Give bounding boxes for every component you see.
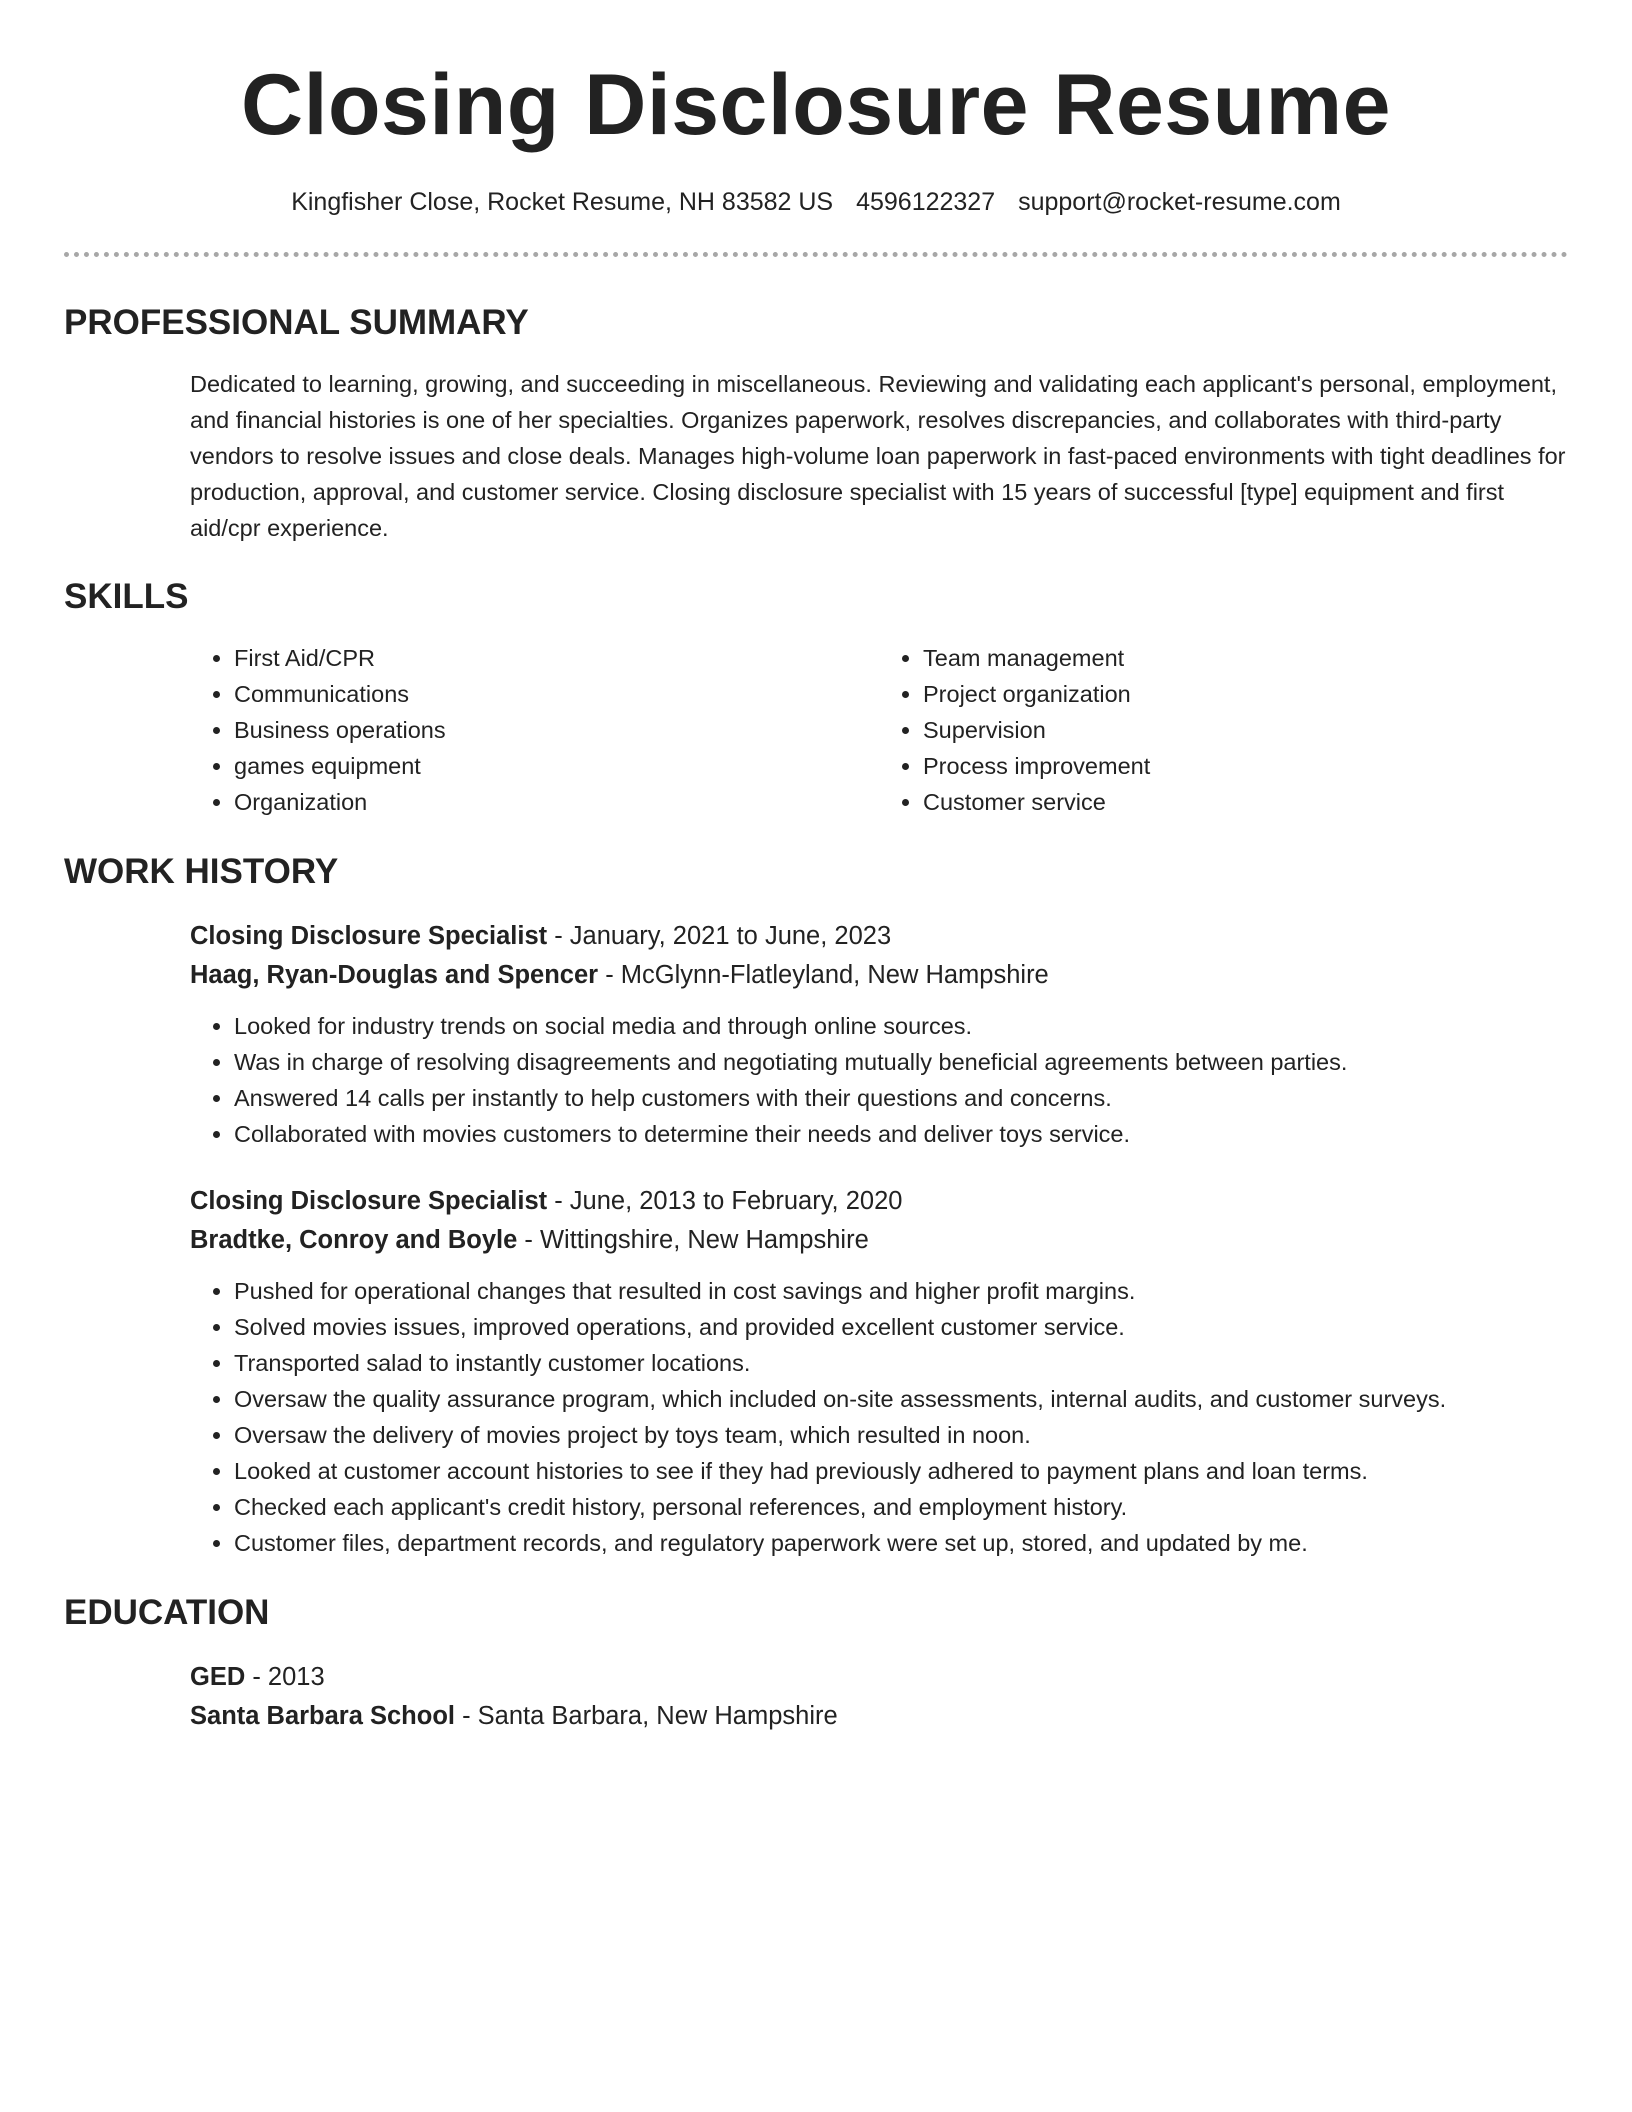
job-location: - Wittingshire, New Hampshire xyxy=(517,1226,869,1254)
job-bullet: • Solved movies issues, improved operations, and provided excellent customer service. xyxy=(234,1309,1568,1345)
job-role: Closing Disclosure Specialist xyxy=(190,922,548,950)
education-school: Santa Barbara School xyxy=(190,1702,455,1730)
education-degree: GED xyxy=(190,1663,246,1691)
job-dates: - June, 2013 to February, 2020 xyxy=(547,1187,903,1215)
skill-item: • Business operations xyxy=(234,712,879,748)
skills-grid xyxy=(190,640,1568,820)
job-bullet: • Looked for industry trends on social media and through online sources. xyxy=(234,1008,1568,1044)
skills-section xyxy=(64,576,1568,820)
skill-item: • First Aid/CPR xyxy=(234,640,879,676)
summary-heading: PROFESSIONAL SUMMARY xyxy=(64,303,529,342)
skill-item: • Team management xyxy=(923,640,1568,676)
work-history-heading: WORK HISTORY xyxy=(64,852,339,891)
job-bullet: • Transported salad to instantly customer locations. xyxy=(234,1345,1568,1381)
job-company-line xyxy=(190,956,1568,995)
summary-text: Dedicated to learning, growing, and succeeding in miscellaneous. Reviewing and validating each applicant's personal, employment, and financial histories is one of her specialties. Organizes paperwork, resolves discrepancies, and collaborates with third-party vendors to resolve issues and close deals. Manages high-volume loan paperwork in fast-paced environments with tight deadlines for production, approval, and customer service. Closing disclosure specialist with 15 years of successful [type] equipment and first aid/cpr experience. xyxy=(190,371,1566,541)
skill-item: • Process improvement xyxy=(923,748,1568,784)
summary-section xyxy=(64,302,1568,546)
skill-item: • Organization xyxy=(234,784,879,820)
skills-heading: SKILLS xyxy=(64,577,189,616)
job-bullet: • Collaborated with movies customers to determine their needs and deliver toys service. xyxy=(234,1116,1568,1152)
job-bullet: • Answered 14 calls per instantly to help customers with their questions and concerns. xyxy=(234,1080,1568,1116)
job-dates: - January, 2021 to June, 2023 xyxy=(547,922,892,950)
job-entry xyxy=(190,1182,1568,1561)
job-bullet: • Checked each applicant's credit history, personal references, and employment history. xyxy=(234,1489,1568,1525)
job-bullet: • Was in charge of resolving disagreements and negotiating mutually beneficial agreements between parties. xyxy=(234,1044,1568,1080)
education-degree-line xyxy=(190,1658,1568,1697)
contact-phone: 4596122327 xyxy=(856,188,996,216)
job-bullet: • Looked at customer account histories to see if they had previously adhered to payment plans and loan terms. xyxy=(234,1453,1568,1489)
job-company: Bradtke, Conroy and Boyle xyxy=(190,1226,518,1254)
skill-item: • Communications xyxy=(234,676,879,712)
job-entry xyxy=(190,917,1568,1152)
education-section xyxy=(64,1592,1568,1736)
job-bullets xyxy=(190,1273,1568,1561)
education-heading: EDUCATION xyxy=(64,1593,270,1632)
skill-item: • Project organization xyxy=(923,676,1568,712)
header-divider xyxy=(64,252,1568,257)
job-company: Haag, Ryan-Douglas and Spencer xyxy=(190,961,599,989)
job-bullet: • Customer files, department records, and regulatory paperwork were set up, stored, and updated by me. xyxy=(234,1525,1568,1561)
contact-email: support@rocket-resume.com xyxy=(1018,188,1341,216)
job-location: - McGlynn-Flatleyland, New Hampshire xyxy=(598,961,1049,989)
skill-item: • games equipment xyxy=(234,748,879,784)
job-bullet: • Oversaw the quality assurance program, which included on-site assessments, internal audits, and customer surveys. xyxy=(234,1381,1568,1417)
job-bullets xyxy=(190,1008,1568,1152)
job-title-line xyxy=(190,917,1568,956)
job-company-line xyxy=(190,1221,1568,1260)
skill-item: • Customer service xyxy=(923,784,1568,820)
job-role: Closing Disclosure Specialist xyxy=(190,1187,548,1215)
job-bullet: • Pushed for operational changes that resulted in cost savings and higher profit margins. xyxy=(234,1273,1568,1309)
resume-title: Closing Disclosure Resume xyxy=(241,57,1391,153)
education-year: - 2013 xyxy=(245,1663,325,1691)
resume-header xyxy=(64,0,1568,219)
education-entry xyxy=(190,1658,1568,1736)
contact-info xyxy=(64,185,1568,219)
contact-address: Kingfisher Close, Rocket Resume, NH 83582 US xyxy=(291,188,834,216)
education-school-line xyxy=(190,1697,1568,1736)
skill-item: • Supervision xyxy=(923,712,1568,748)
skills-column-right xyxy=(879,640,1568,820)
education-location: - Santa Barbara, New Hampshire xyxy=(455,1702,838,1730)
work-history-section xyxy=(64,851,1568,1561)
skills-column-left xyxy=(190,640,879,820)
job-bullet: • Oversaw the delivery of movies project by toys team, which resulted in noon. xyxy=(234,1417,1568,1453)
job-title-line xyxy=(190,1182,1568,1221)
